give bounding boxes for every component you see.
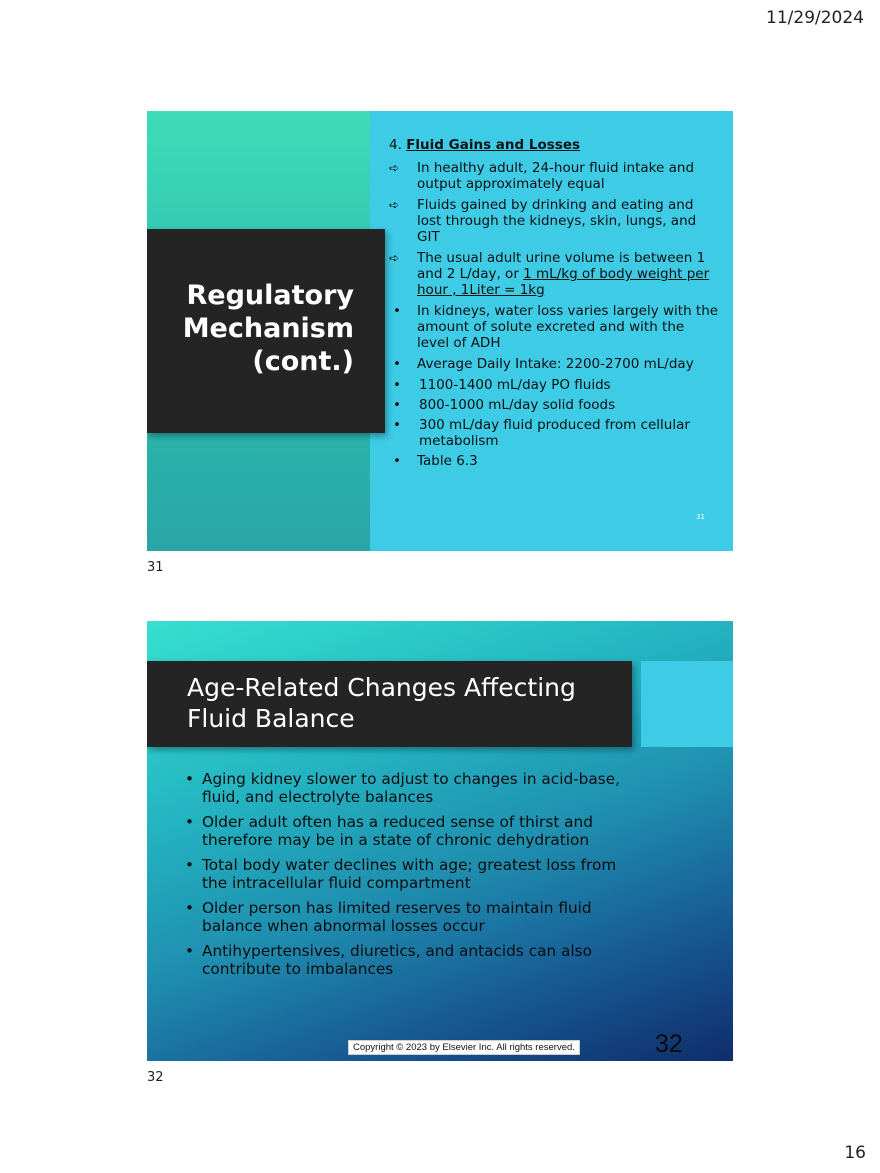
list-item-underlined-text: 1 mL/kg of body weight per hour , 1Liter = 1kg: [417, 266, 710, 298]
page-number: 16: [844, 1143, 866, 1163]
bullet-icon: •: [393, 397, 401, 413]
bullet-icon: •: [185, 856, 195, 874]
arrow-bullet-icon: ➪: [389, 198, 400, 212]
slide-32-content: [185, 771, 625, 986]
bullet-icon: •: [393, 377, 401, 393]
bullet-icon: •: [393, 303, 401, 319]
sub-list-item: [389, 417, 719, 449]
bullet-icon: •: [393, 356, 401, 372]
slide-caption: 32: [147, 1070, 164, 1085]
slide-31-heading: [389, 137, 719, 153]
list-item: [389, 197, 719, 245]
bullet-icon: •: [185, 813, 195, 831]
copyright-notice: Copyright © 2023 by Elsevier Inc. All rights reserved.: [348, 1040, 580, 1055]
list-item: [389, 160, 719, 192]
heading-text: Fluid Gains and Losses: [406, 137, 581, 153]
bullet-icon: •: [185, 942, 195, 960]
list-item-text: Older adult often has a reduced sense of thirst and therefore may be in a state of chronic dehydration: [202, 813, 593, 849]
sub-list-item: [389, 377, 719, 393]
list-item: [185, 857, 625, 892]
list-item: [185, 900, 625, 935]
slide-caption: 31: [147, 560, 164, 575]
list-item-text: 1100-1400 mL/day PO fluids: [419, 377, 611, 393]
list-item: [389, 303, 719, 351]
list-item: [185, 814, 625, 849]
list-item-text: Total body water declines with age; greatest loss from the intracellular fluid compartment: [202, 856, 617, 892]
list-item-text: 300 mL/day fluid produced from cellular metabolism: [419, 417, 690, 449]
list-item-text: Table 6.3: [417, 453, 478, 469]
slide-number: 31: [696, 513, 705, 521]
slide-32-title: Age-Related Changes Affecting Fluid Balance: [187, 673, 576, 733]
list-item: [389, 250, 719, 298]
list-item: [389, 356, 719, 372]
list-item: [185, 943, 625, 978]
list-item-text: Fluids gained by drinking and eating and lost through the kidneys, skin, lungs, and GIT: [417, 197, 697, 245]
bullet-icon: •: [393, 453, 401, 469]
bullet-icon: •: [185, 770, 195, 788]
slide-31-content: [389, 137, 719, 474]
slide-number: 32: [655, 1030, 683, 1058]
list-item-text: In kidneys, water loss varies largely with the amount of solute excreted and with the level of ADH: [417, 303, 719, 351]
list-item-text: Aging kidney slower to adjust to changes in acid-base, fluid, and electrolyte balances: [202, 770, 621, 806]
slide-32-title-box: [147, 661, 632, 747]
list-item-text: In healthy adult, 24-hour fluid intake and output approximately equal: [417, 160, 695, 192]
arrow-bullet-icon: ➪: [389, 161, 400, 175]
arrow-bullet-icon: ➪: [389, 251, 400, 265]
slide-32: [147, 621, 733, 1061]
sub-list-item: [389, 397, 719, 413]
list-item-text: Antihypertensives, diuretics, and antacids can also contribute to imbalances: [202, 942, 592, 978]
bullet-icon: •: [185, 899, 195, 917]
slide-31-title-box: [147, 229, 385, 433]
slide-32-accent-square: [641, 661, 733, 747]
heading-number: 4.: [389, 137, 402, 153]
list-item: [185, 771, 625, 806]
slide-31: [147, 111, 733, 551]
list-item-text: Older person has limited reserves to maintain fluid balance when abnormal losses occur: [202, 899, 592, 935]
page-date: 11/29/2024: [766, 8, 864, 28]
list-item-text: The usual adult urine volume is between 1 and 2 L/day, or: [417, 250, 706, 282]
list-item-text: Average Daily Intake: 2200-2700 mL/day: [417, 356, 694, 372]
slide-31-title: Regulatory Mechanism (cont.): [182, 280, 354, 377]
list-item: [389, 453, 719, 469]
bullet-icon: •: [393, 417, 401, 433]
list-item-text: 800-1000 mL/day solid foods: [419, 397, 616, 413]
